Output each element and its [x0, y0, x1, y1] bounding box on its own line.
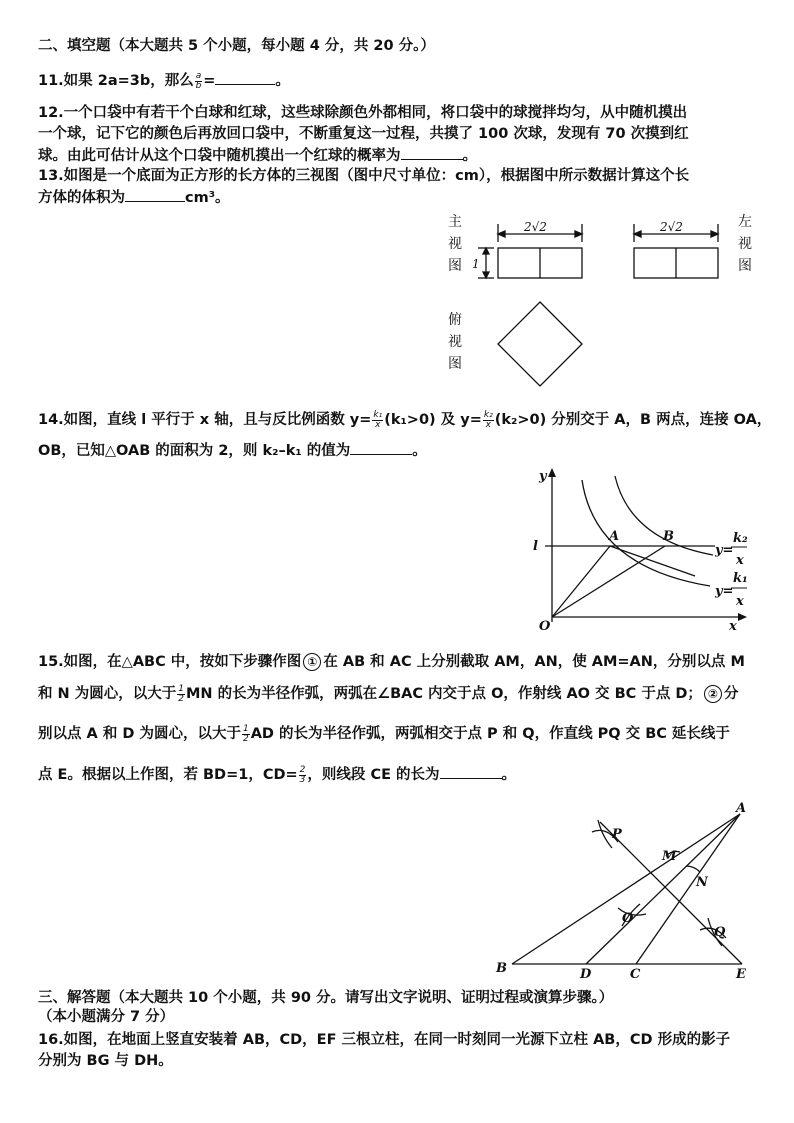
- front-width-label: 2√2: [524, 220, 547, 234]
- point-Q-label: Q: [714, 925, 726, 940]
- question-12-line-3: 球。由此可估计从这个口袋中随机摸出一个红球的概率为 。: [38, 145, 477, 166]
- question-14-line-2: OB，已知△OAB 的面积为 2，则 k₂–k₁ 的值为 。: [38, 440, 427, 461]
- section-3-header: 三、解答题（本大题共 10 个小题，共 90 分。请写出文字说明、证明过程或演算步骤。）: [38, 990, 614, 1006]
- side-view-label-3: 图: [738, 258, 752, 274]
- segment-OB: [552, 546, 665, 617]
- svg-text:k₂: k₂: [733, 531, 748, 546]
- top-view-square: [498, 302, 582, 386]
- q12-answer-blank[interactable]: [401, 145, 463, 160]
- y-axis-label: y: [539, 469, 547, 484]
- q11-fraction: $\frac{a}{b}$: [195, 70, 202, 91]
- point-B-label: B: [663, 529, 674, 544]
- question-14-line-1: 14.如图，直线 l 平行于 x 轴，且与反比例函数 y= $\frac{\text{k₁}}{x}$ (k₁>0) 及 y= $\frac{\text{k₂}}{x}$ (k₂>0) 分别交于 A，B 两点，连接 OA，: [38, 409, 772, 430]
- q15-answer-blank[interactable]: [440, 764, 502, 779]
- origin-label: O: [539, 619, 551, 634]
- question-13-line-1: 13.如图是一个底面为正方形的长方体的三视图（图中尺寸单位：cm），根据图中所示数据计算这个长: [38, 168, 690, 184]
- q11-answer-blank[interactable]: [215, 70, 275, 85]
- x-axis-label: x: [729, 619, 737, 634]
- top-view-label-1: 俯: [448, 312, 462, 328]
- inverse-function-graph: [515, 462, 765, 642]
- question-12-line-1: 12.一个口袋中有若干个白球和红球，这些球除颜色外都相同，将口袋中的球搅拌均匀，从中随机摸出: [38, 105, 688, 121]
- question-15-line-4: 点 E。根据以上作图，若 BD=1，CD= $\frac{2}{3}$ ，则线段 CE 的长为 。: [38, 764, 517, 785]
- point-A-label: A: [609, 529, 620, 544]
- svg-text:x: x: [736, 553, 744, 568]
- question-16-line-1: 16.如图，在地面上竖直安装着 AB，CD，EF 三根立柱，在同一时刻同一光源下立柱 AB，CD 形成的影子: [38, 1032, 731, 1048]
- svg-text:k₁: k₁: [733, 571, 748, 586]
- question-13-line-2: 方体的体积为 cm³。: [38, 187, 230, 208]
- point-D-label: D: [580, 967, 592, 982]
- side-view-label-1: 左: [738, 214, 752, 230]
- line-l-label: l: [533, 539, 538, 554]
- question-16-line-2: 分别为 BG 与 DH。: [38, 1053, 173, 1069]
- point-P-label: P: [612, 827, 622, 842]
- line-PQ: [600, 822, 742, 964]
- svg-text:x: x: [736, 594, 744, 609]
- front-height-label: 1: [472, 257, 480, 271]
- three-view-figure: [440, 210, 770, 395]
- top-view-label-2: 视: [448, 334, 462, 350]
- point-M-label: M: [662, 849, 677, 864]
- q14-answer-blank[interactable]: [350, 440, 412, 455]
- section-2-header: 二、填空题（本大题共 5 个小题，每小题 4 分，共 20 分。）: [38, 38, 435, 54]
- point-A-label: A: [736, 801, 747, 816]
- front-view-label-2: 视: [448, 236, 462, 252]
- question-15-line-2: 和 N 为圆心，以大于 $\frac{1}{2}$ MN 的长为半径作弧，两弧在∠BAC 内交于点 O，作射线 AO 交 BC 于点 D； ② 分: [38, 683, 739, 704]
- question-11: 11.如果 2a=3b，那么 $\frac{a}{b}$ = 。: [38, 70, 290, 91]
- q11-text: 11.如果 2a=3b，那么: [38, 73, 194, 89]
- question-12-line-2: 一个球，记下它的颜色后再放回口袋中，不断重复这一过程，共摸了 100 次球，发现有 70 次摸到红: [38, 126, 689, 142]
- ray-AD: [586, 814, 740, 964]
- triangle-construction-figure: [490, 800, 765, 980]
- question-15-line-1: 15.如图，在△ABC 中，按如下步骤作图 ① 在 AB 和 AC 上分别截取 AM，AN，使 AM=AN，分别以点 M: [38, 654, 745, 670]
- curve-k1: [582, 480, 710, 586]
- section-3-score: （本小题满分 7 分）: [38, 1009, 175, 1025]
- curve-k2-label: y=: [715, 543, 734, 558]
- q13-answer-blank[interactable]: [125, 187, 185, 202]
- point-B-label: B: [496, 961, 507, 976]
- top-view-label-3: 图: [448, 356, 462, 372]
- front-view-label-1: 主: [448, 214, 462, 230]
- side-view-label-2: 视: [738, 236, 752, 252]
- point-C-label: C: [630, 967, 641, 982]
- segment-AC: [636, 814, 740, 964]
- side-width-label: 2√2: [660, 220, 683, 234]
- question-15-line-3: 别以点 A 和 D 为圆心，以大于 $\frac{1}{2}$ AD 的长为半径作弧，两弧相交于点 P 和 Q，作直线 PQ 交 BC 延长线于: [38, 723, 730, 744]
- curve-k1-label: y=: [715, 584, 734, 599]
- point-N-label: N: [696, 875, 708, 890]
- front-view-label-3: 图: [448, 258, 462, 274]
- point-O-label: O: [622, 911, 634, 926]
- point-E-label: E: [736, 967, 746, 982]
- segment-OA: [552, 546, 610, 617]
